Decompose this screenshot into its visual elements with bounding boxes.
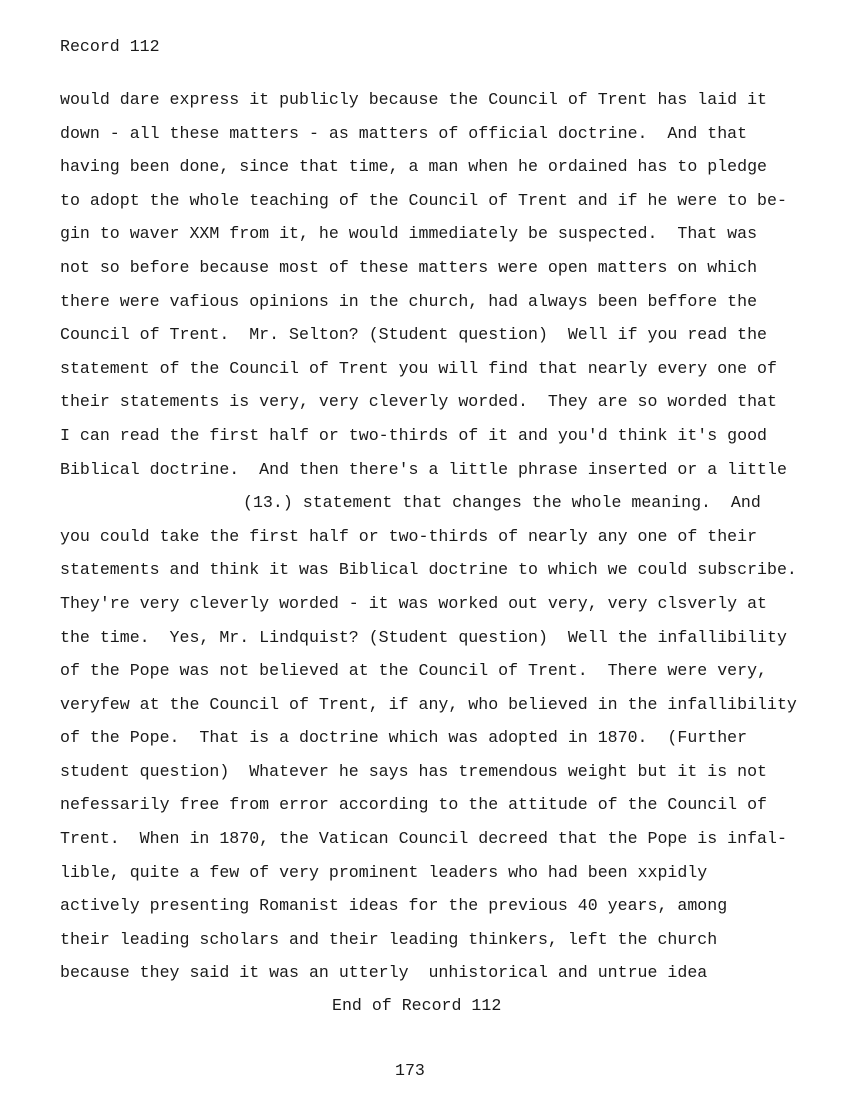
text-line: nefessarily free from error according to the attitude of the Council of [60, 795, 768, 815]
text-line: student question) Whatever he says has tremendous weight but it is not [60, 761, 768, 781]
page-number: 173 [395, 1061, 425, 1080]
text-line: Trent. When in 1870, the Vatican Council decreed that the Pope is infal- [60, 829, 787, 849]
text-line: actively presenting Romanist ideas for the previous 40 years, among [60, 896, 728, 916]
text-line: their leading scholars and their leading thinkers, left the church [60, 929, 718, 949]
text-line: down - all these matters - as matters of official doctrine. And that [60, 123, 748, 143]
text-line: you could take the first half or two-thirds of nearly any one of their [60, 526, 758, 546]
text-line: veryfew at the Council of Trent, if any, who believed in the infallibility [60, 694, 797, 714]
text-line: there were vafious opinions in the church, had always been beffore the [60, 291, 758, 311]
text-line: of the Pope. That is a doctrine which was adopted in 1870. (Further [60, 728, 748, 748]
text-line: their statements is very, very cleverly worded. They are so worded that [60, 392, 777, 412]
text-line: gin to waver XXM from it, he would immediately be suspected. That was [60, 224, 758, 244]
text-line: statements and think it was Biblical doctrine to which we could subscribe. [60, 560, 797, 580]
text-line: (13.) statement that changes the whole meaning. And [243, 493, 761, 513]
end-note: End of Record 112 [332, 996, 502, 1015]
text-line: Biblical doctrine. And then there's a little phrase inserted or a little [60, 459, 787, 479]
text-line: not so before because most of these matters were open matters on which [60, 257, 758, 277]
text-line: Council of Trent. Mr. Selton? (Student question) Well if you read the [60, 325, 768, 345]
text-line: I can read the first half or two-thirds of it and you'd think it's good [60, 425, 768, 445]
text-line: because they said it was an utterly unhistorical and untrue idea [60, 963, 708, 983]
text-line: the time. Yes, Mr. Lindquist? (Student question) Well the infallibility [60, 627, 787, 647]
text-line: would dare express it publicly because the Council of Trent has laid it [60, 90, 768, 109]
document-body [60, 90, 797, 997]
text-line: lible, quite a few of very prominent leaders who had been xxpidly [60, 862, 708, 882]
text-line: statement of the Council of Trent you will find that nearly every one of [60, 358, 777, 378]
text-line: They're very cleverly worded - it was worked out very, very clsverly at [60, 593, 768, 613]
text-line: of the Pope was not believed at the Council of Trent. There were very, [60, 661, 768, 681]
text-line: having been done, since that time, a man when he ordained has to pledge [60, 157, 768, 177]
text-line: to adopt the whole teaching of the Council of Trent and if he were to be- [60, 190, 787, 210]
record-header: Record 112 [60, 37, 160, 56]
